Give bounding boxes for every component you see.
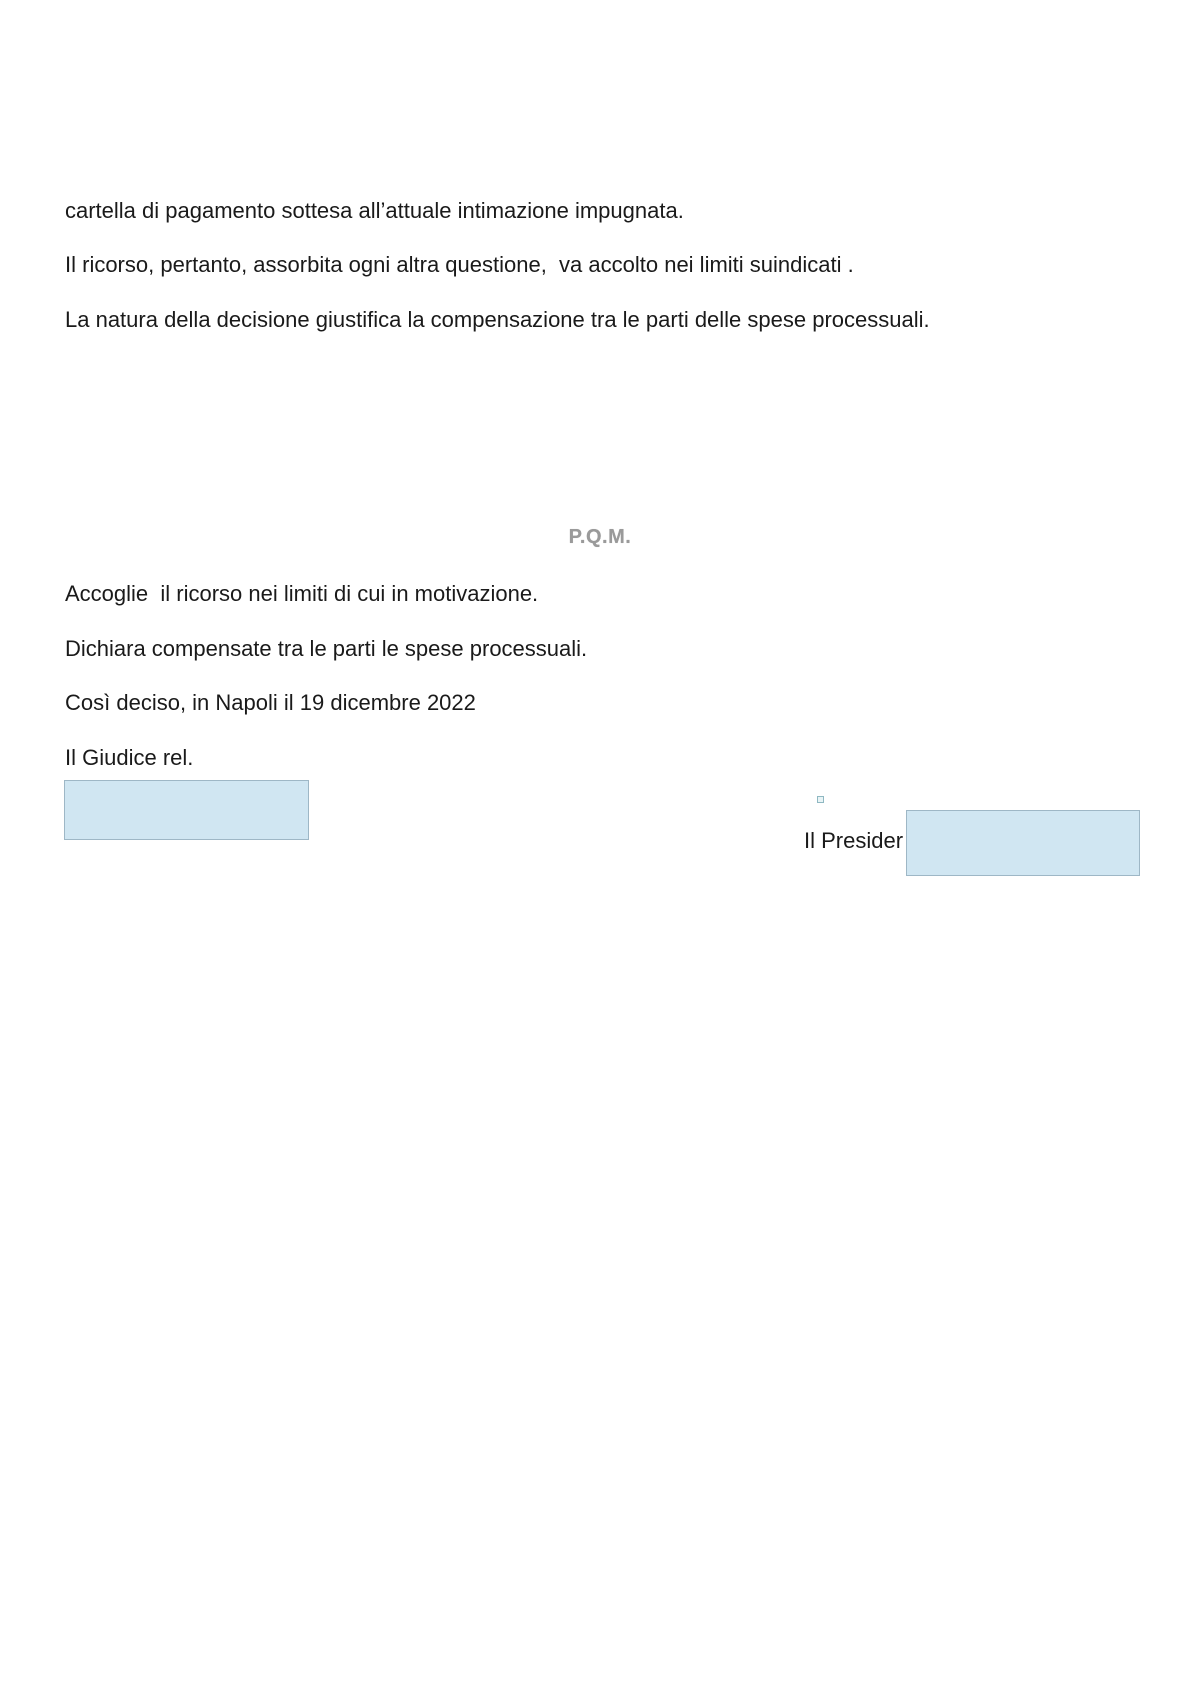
pqm-heading: P.Q.M. bbox=[568, 526, 632, 548]
president-signature-redaction bbox=[906, 810, 1140, 876]
paragraph-1: cartella di pagamento sottesa all’attuale intimazione impugnata. bbox=[65, 198, 684, 223]
decision-line-1: Accoglie il ricorso nei limiti di cui in motivazione. bbox=[65, 581, 539, 606]
judge-label: Il Giudice rel. bbox=[65, 745, 194, 770]
decision-line-2: Dichiara compensate tra le parti le spese processuali. bbox=[65, 636, 588, 661]
decision-line-3: Così deciso, in Napoli il 19 dicembre 2022 bbox=[65, 690, 476, 715]
anchor-marker-icon bbox=[817, 796, 824, 803]
paragraph-2: Il ricorso, pertanto, assorbita ogni altra questione, va accolto nei limiti suindicati . bbox=[65, 252, 854, 277]
judge-signature-redaction bbox=[64, 780, 309, 840]
paragraph-3: La natura della decisione giustifica la compensazione tra le parti delle spese processuali. bbox=[65, 307, 930, 332]
president-label: Il Presider bbox=[804, 828, 904, 853]
